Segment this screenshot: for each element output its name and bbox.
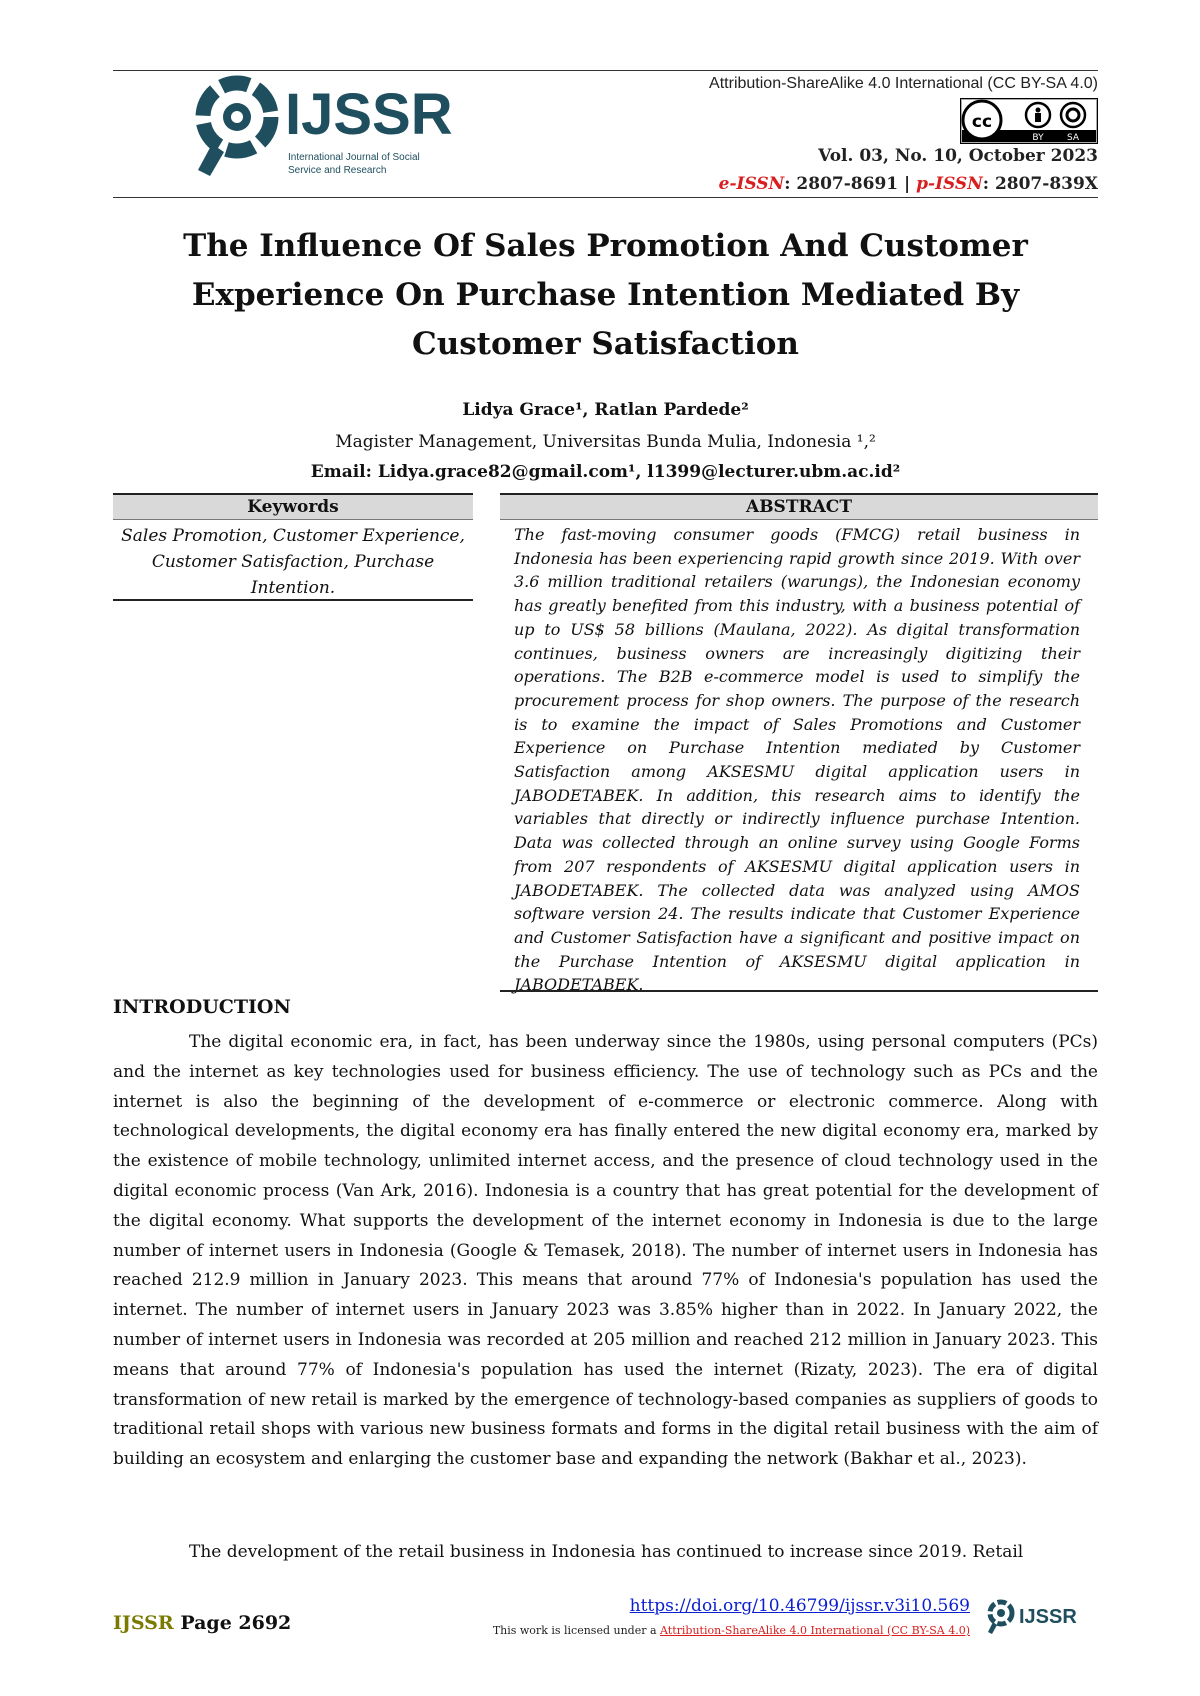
abstract-bottom-rule	[500, 990, 1098, 992]
eissn-value: : 2807-8691 |	[784, 174, 911, 194]
doi-link[interactable]: https://doi.org/10.46799/ijssr.v3i10.569	[629, 1596, 970, 1616]
footer-logo-text: IJSSR	[1019, 1606, 1077, 1628]
logo-text: IJSSR	[285, 82, 453, 147]
cc-by-label: BY	[1032, 133, 1044, 143]
footer-journal-logo	[985, 1597, 1085, 1637]
journal-logo	[190, 72, 490, 182]
volume-info: Vol. 03, No. 10, October 2023	[818, 146, 1098, 166]
footer-magnifier-icon	[988, 1602, 1012, 1634]
eissn-label: e-ISSN	[718, 174, 785, 194]
svg-text:cc: cc	[971, 112, 993, 132]
footer-license-link[interactable]: Attribution-ShareAlike 4.0 International (CC BY-SA 4.0)	[660, 1624, 970, 1637]
page-number	[113, 1612, 291, 1634]
article-authors: Lidya Grace¹, Ratlan Pardede²	[462, 400, 749, 420]
introduction-paragraph-2: The development of the retail business in Indonesia has continued to increase since 2019. Retail	[189, 1542, 1024, 1562]
cc-sa-label: SA	[1066, 133, 1080, 143]
footer-journal-name: IJSSR	[113, 1612, 174, 1634]
logo-subtitle-1: International Journal of Social	[288, 152, 420, 163]
cc-icon	[963, 101, 1001, 139]
issn-info	[719, 174, 1098, 194]
introduction-heading: INTRODUCTION	[113, 996, 291, 1018]
pissn-label: p-ISSN	[916, 174, 983, 194]
abstract-text: The fast-moving consumer goods (FMCG) retail business in Indonesia has been experiencing rapid growth since 2019. With over 3.6 million traditional retailers (warungs), the Indonesian economy has greatly benefited from this industry, with a business potential of up to US$ 58 billions (Maulana, 2022). As digital transformation continues, business owners are increasingly digitizing their operations. The B2B e-commerce model is used to simplify the procurement process for shop owners. The purpose of the research is to examine the impact of Sales Promotions and Customer Experience on Purchase Intention mediated by Customer Satisfaction among AKSESMU digital application users in JABODETABEK. In addition, this research aims to identify the variables that directly or indirectly influence purchase Intention. Data was collected through an online survey using Google Forms from 207 respondents of AKSESMU digital application users in JABODETABEK. The collected data was analyzed using AMOS software version 24. The results indicate that Customer Experience and Customer Satisfaction have a significant and positive impact on the Purchase Intention of AKSESMU digital application in JABODETABEK.	[514, 525, 1080, 995]
footer-page-label: Page 2692	[173, 1612, 292, 1634]
pissn-value: : 2807-839X	[982, 174, 1098, 194]
magnifier-logo-icon	[198, 83, 271, 176]
keywords-bottom-rule	[113, 599, 473, 601]
footer-license-prefix: This work is licensed under a	[492, 1624, 661, 1637]
article-affiliation: Magister Management, Universitas Bunda Mulia, Indonesia ¹,²	[335, 432, 876, 452]
header-top-rule	[113, 70, 1098, 71]
header-bottom-rule	[113, 197, 1098, 198]
keywords-text: Sales Promotion, Customer Experience, Customer Satisfaction, Purchase Intention.	[121, 526, 465, 598]
article-title: The Influence Of Sales Promotion And Customer Experience On Purchase Intention Mediated By Customer Satisfaction	[183, 228, 1028, 362]
article-email: Email: Lidya.grace82@gmail.com¹, l1399@lecturer.ubm.ac.id²	[310, 462, 901, 482]
logo-subtitle-2: Service and Research	[288, 165, 387, 176]
footer-license	[493, 1624, 970, 1637]
abstract-heading: ABSTRACT	[500, 493, 1098, 520]
sa-share-icon	[1061, 103, 1085, 127]
introduction-paragraph-1: The digital economic era, in fact, has been underway since the 1980s, using personal computers (PCs) and the internet as key technologies used for business efficiency. The use of technology such as PCs and the internet is also the beginning of the development of e-commerce or electronic commerce. Along with technological developments, the digital economy era has finally entered the new digital economy era, marked by the existence of mobile technology, unlimited internet access, and the presence of cloud technology used in the digital economic process (Van Ark, 2016). Indonesia is a country that has great potential for the development of the digital economy. What supports the development of the internet economy in Indonesia is due to the large number of internet users in Indonesia (Google & Temasek, 2018). The number of internet users in Indonesia has reached 212.9 million in January 2023. This means that around 77% of Indonesia's population has used the internet. The number of internet users in January 2023 was 3.85% higher than in 2022. In January 2022, the number of internet users in Indonesia was recorded at 205 million and reached 212 million in January 2023. This means that around 77% of Indonesia's population has used the internet (Rizaty, 2023). The era of digital transformation of new retail is marked by the emergence of technology-based companies as suppliers of goods to traditional retail shops with various new business formats and forms in the digital retail business with the aim of building an ecosystem and enlarging the customer base and expanding the network (Bakhar et al., 2023).	[113, 1032, 1098, 1470]
cc-by-sa-badge[interactable]	[960, 98, 1098, 144]
keywords-heading: Keywords	[113, 493, 473, 520]
license-statement: Attribution-ShareAlike 4.0 International (CC BY-SA 4.0)	[709, 75, 1098, 92]
by-person-icon	[1026, 103, 1050, 127]
